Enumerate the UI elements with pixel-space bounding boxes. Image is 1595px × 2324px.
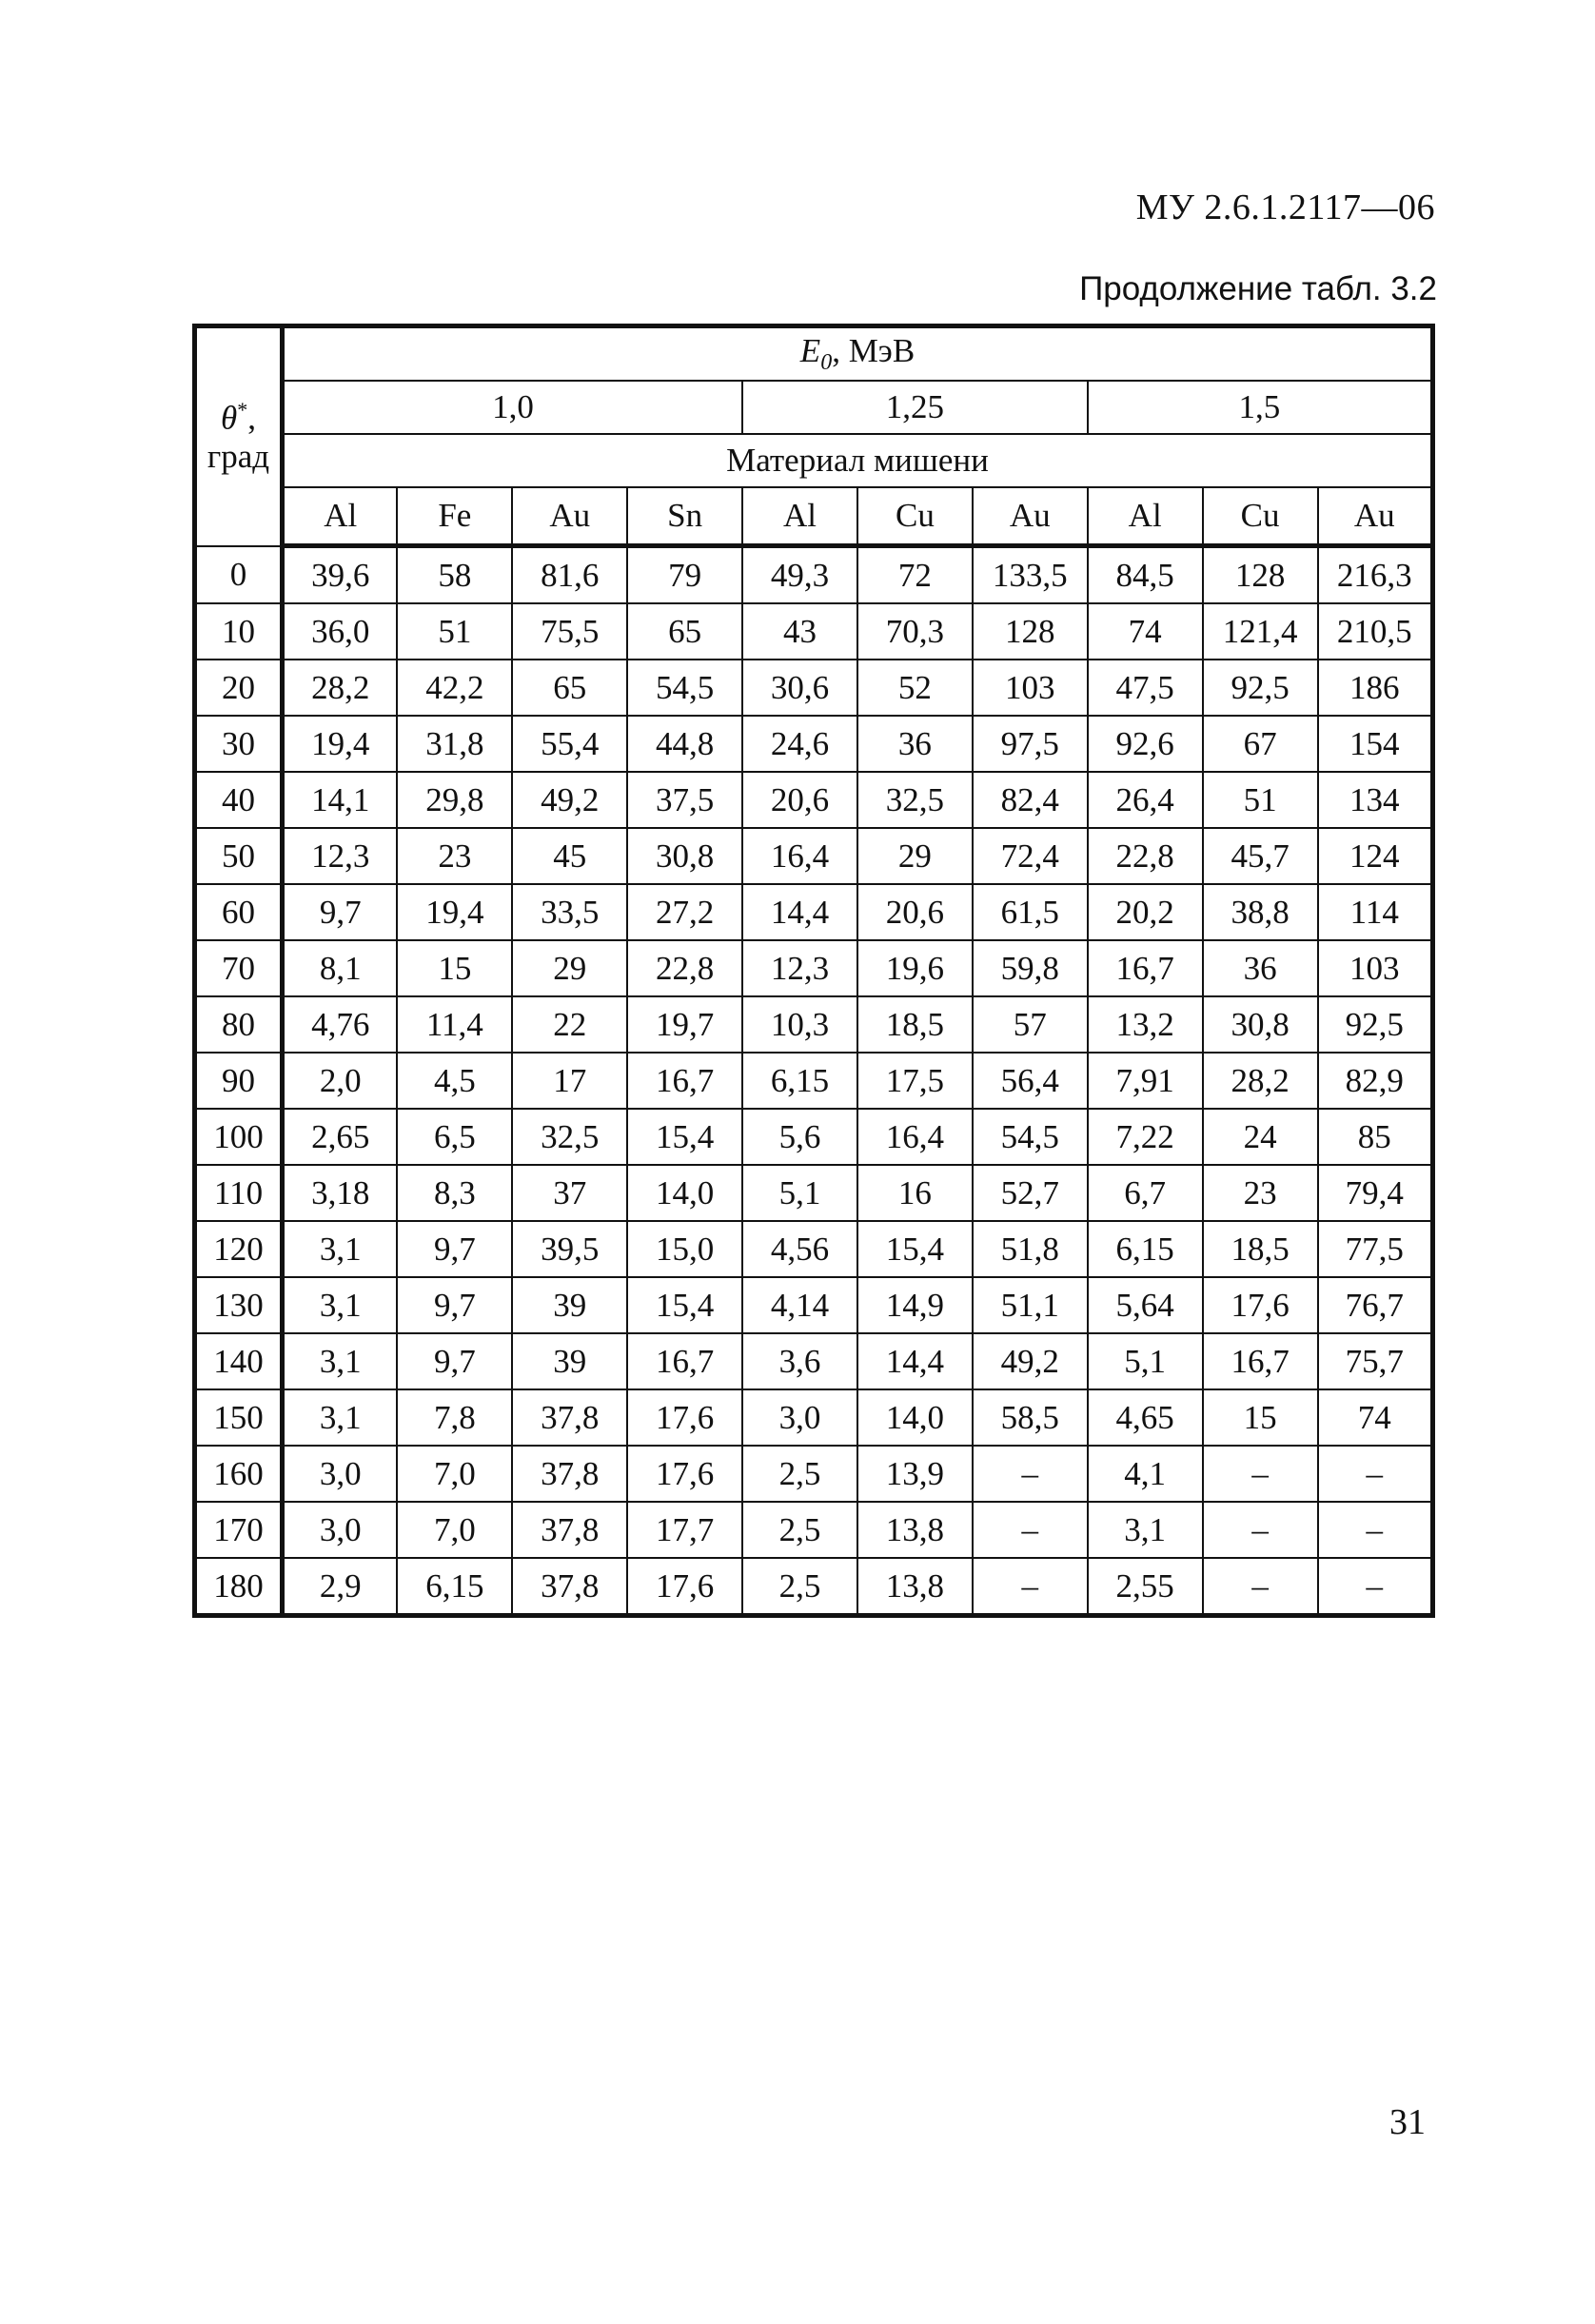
table-row — [195, 1109, 1433, 1165]
value-cell: 3,0 — [283, 1502, 398, 1558]
value-cell: 85 — [1318, 1109, 1433, 1165]
value-cell: 16 — [857, 1165, 973, 1221]
value-cell: 128 — [973, 603, 1088, 660]
value-cell: 57 — [973, 996, 1088, 1053]
value-cell: 15,0 — [627, 1221, 742, 1277]
value-cell: 15,4 — [627, 1109, 742, 1165]
value-cell: 2,5 — [742, 1558, 857, 1616]
value-cell: 17,6 — [627, 1389, 742, 1446]
value-cell: – — [1203, 1558, 1318, 1616]
page-number: 31 — [1389, 2102, 1426, 2142]
value-cell: 3,0 — [283, 1446, 398, 1502]
value-cell: 5,6 — [742, 1109, 857, 1165]
value-cell: 28,2 — [1203, 1053, 1318, 1109]
value-cell: 16,4 — [857, 1109, 973, 1165]
value-cell: 33,5 — [512, 884, 627, 940]
value-cell: 17,7 — [627, 1502, 742, 1558]
value-cell: – — [1318, 1558, 1433, 1616]
value-cell: 36 — [857, 716, 973, 772]
value-cell: 7,0 — [397, 1446, 512, 1502]
value-cell: 12,3 — [283, 828, 398, 884]
angle-cell: 120 — [195, 1221, 283, 1277]
value-cell: 2,0 — [283, 1053, 398, 1109]
value-cell: 7,91 — [1088, 1053, 1203, 1109]
value-cell: 72 — [857, 546, 973, 604]
value-cell: 18,5 — [857, 996, 973, 1053]
value-cell: 23 — [1203, 1165, 1318, 1221]
value-cell: 3,6 — [742, 1333, 857, 1389]
value-cell: 30,8 — [627, 828, 742, 884]
value-cell: 51 — [1203, 772, 1318, 828]
table-row — [195, 772, 1433, 828]
value-cell: 15,4 — [627, 1277, 742, 1333]
table-row — [195, 1165, 1433, 1221]
value-cell: 154 — [1318, 716, 1433, 772]
angle-cell: 10 — [195, 603, 283, 660]
table-row — [195, 1221, 1433, 1277]
value-cell: 49,2 — [973, 1333, 1088, 1389]
value-cell: 19,7 — [627, 996, 742, 1053]
value-cell: 43 — [742, 603, 857, 660]
table-row — [195, 1053, 1433, 1109]
theta-header — [195, 326, 283, 546]
value-cell: 42,2 — [397, 660, 512, 716]
value-cell: 45,7 — [1203, 828, 1318, 884]
value-cell: 28,2 — [283, 660, 398, 716]
material-column-header: Fe — [397, 487, 512, 546]
value-cell: 54,5 — [973, 1109, 1088, 1165]
theta-unit: град — [207, 437, 270, 475]
value-cell: 3,1 — [283, 1221, 398, 1277]
theta-symbol: θ — [221, 399, 238, 437]
angle-cell: 70 — [195, 940, 283, 996]
header-row-energy-groups — [195, 381, 1433, 434]
value-cell: 32,5 — [857, 772, 973, 828]
value-cell: 103 — [1318, 940, 1433, 996]
angle-cell: 30 — [195, 716, 283, 772]
value-cell: 2,9 — [283, 1558, 398, 1616]
energy-symbol: E — [799, 332, 821, 369]
table-row — [195, 1558, 1433, 1616]
value-cell: 37,8 — [512, 1502, 627, 1558]
energy-header — [283, 326, 1433, 382]
theta-comma: , — [247, 399, 256, 437]
value-cell: 9,7 — [397, 1221, 512, 1277]
material-column-header: Au — [512, 487, 627, 546]
angle-cell: 180 — [195, 1558, 283, 1616]
value-cell: 61,5 — [973, 884, 1088, 940]
value-cell: 32,5 — [512, 1109, 627, 1165]
value-cell: 15 — [1203, 1389, 1318, 1446]
value-cell: 76,7 — [1318, 1277, 1433, 1333]
value-cell: 36,0 — [283, 603, 398, 660]
value-cell: 37,8 — [512, 1389, 627, 1446]
value-cell: 55,4 — [512, 716, 627, 772]
value-cell: 45 — [512, 828, 627, 884]
value-cell: 17 — [512, 1053, 627, 1109]
value-cell: 30,6 — [742, 660, 857, 716]
value-cell: 3,0 — [742, 1389, 857, 1446]
value-cell: 67 — [1203, 716, 1318, 772]
value-cell: 6,15 — [1088, 1221, 1203, 1277]
value-cell: 5,1 — [1088, 1333, 1203, 1389]
value-cell: 82,9 — [1318, 1053, 1433, 1109]
value-cell: 54,5 — [627, 660, 742, 716]
table-row — [195, 603, 1433, 660]
value-cell: 5,1 — [742, 1165, 857, 1221]
value-cell: – — [973, 1558, 1088, 1616]
value-cell: 29 — [512, 940, 627, 996]
material-column-header: Sn — [627, 487, 742, 546]
value-cell: 65 — [627, 603, 742, 660]
value-cell: 23 — [397, 828, 512, 884]
value-cell: 9,7 — [397, 1277, 512, 1333]
value-cell: 124 — [1318, 828, 1433, 884]
value-cell: 18,5 — [1203, 1221, 1318, 1277]
theta-superscript: * — [237, 397, 248, 422]
value-cell: 13,2 — [1088, 996, 1203, 1053]
header-row-materials — [195, 487, 1433, 546]
material-column-header: Cu — [1203, 487, 1318, 546]
value-cell: 29 — [857, 828, 973, 884]
value-cell: 65 — [512, 660, 627, 716]
value-cell: 128 — [1203, 546, 1318, 604]
value-cell: 58,5 — [973, 1389, 1088, 1446]
value-cell: 2,5 — [742, 1446, 857, 1502]
value-cell: 6,15 — [397, 1558, 512, 1616]
value-cell: 52,7 — [973, 1165, 1088, 1221]
value-cell: 92,6 — [1088, 716, 1203, 772]
value-cell: 51,8 — [973, 1221, 1088, 1277]
value-cell: 14,9 — [857, 1277, 973, 1333]
energy-group-header: 1,25 — [742, 381, 1088, 434]
value-cell: 11,4 — [397, 996, 512, 1053]
value-cell: 92,5 — [1203, 660, 1318, 716]
table-row — [195, 884, 1433, 940]
material-column-header: Cu — [857, 487, 973, 546]
value-cell: 103 — [973, 660, 1088, 716]
value-cell: 92,5 — [1318, 996, 1433, 1053]
table-row — [195, 1446, 1433, 1502]
value-cell: 58 — [397, 546, 512, 604]
value-cell: 7,8 — [397, 1389, 512, 1446]
value-cell: 51,1 — [973, 1277, 1088, 1333]
value-cell: 75,5 — [512, 603, 627, 660]
value-cell: 20,6 — [742, 772, 857, 828]
value-cell: 79 — [627, 546, 742, 604]
value-cell: 14,0 — [857, 1389, 973, 1446]
table-row — [195, 1502, 1433, 1558]
table-row — [195, 660, 1433, 716]
value-cell: 8,1 — [283, 940, 398, 996]
value-cell: 22 — [512, 996, 627, 1053]
value-cell: 77,5 — [1318, 1221, 1433, 1277]
angle-cell: 90 — [195, 1053, 283, 1109]
table-row — [195, 1333, 1433, 1389]
value-cell: 16,7 — [1088, 940, 1203, 996]
value-cell: 7,22 — [1088, 1109, 1203, 1165]
value-cell: 37,8 — [512, 1558, 627, 1616]
document-code: МУ 2.6.1.2117—06 — [1135, 187, 1435, 227]
value-cell: 4,56 — [742, 1221, 857, 1277]
value-cell: 4,1 — [1088, 1446, 1203, 1502]
value-cell: 2,65 — [283, 1109, 398, 1165]
value-cell: – — [1203, 1502, 1318, 1558]
value-cell: 20,2 — [1088, 884, 1203, 940]
energy-group-header: 1,5 — [1088, 381, 1433, 434]
value-cell: – — [1203, 1446, 1318, 1502]
value-cell: 37 — [512, 1165, 627, 1221]
value-cell: 4,65 — [1088, 1389, 1203, 1446]
table-row — [195, 1277, 1433, 1333]
angle-cell: 140 — [195, 1333, 283, 1389]
value-cell: 70,3 — [857, 603, 973, 660]
value-cell: 6,5 — [397, 1109, 512, 1165]
value-cell: 51 — [397, 603, 512, 660]
value-cell: 14,0 — [627, 1165, 742, 1221]
angle-cell: 170 — [195, 1502, 283, 1558]
value-cell: 17,5 — [857, 1053, 973, 1109]
table-row — [195, 1389, 1433, 1446]
material-column-header: Al — [742, 487, 857, 546]
value-cell: 39,5 — [512, 1221, 627, 1277]
energy-unit: , МэВ — [832, 332, 916, 369]
value-cell: 22,8 — [1088, 828, 1203, 884]
value-cell: 16,7 — [627, 1333, 742, 1389]
value-cell: 37,8 — [512, 1446, 627, 1502]
value-cell: 5,64 — [1088, 1277, 1203, 1333]
value-cell: 10,3 — [742, 996, 857, 1053]
material-header: Материал мишени — [283, 434, 1433, 487]
value-cell: – — [1318, 1502, 1433, 1558]
value-cell: – — [1318, 1446, 1433, 1502]
value-cell: 15 — [397, 940, 512, 996]
value-cell: 29,8 — [397, 772, 512, 828]
value-cell: 38,8 — [1203, 884, 1318, 940]
table-header — [195, 326, 1433, 546]
value-cell: 26,4 — [1088, 772, 1203, 828]
value-cell: 84,5 — [1088, 546, 1203, 604]
table-row — [195, 716, 1433, 772]
value-cell: 17,6 — [627, 1446, 742, 1502]
table-row — [195, 546, 1433, 604]
value-cell: 13,9 — [857, 1446, 973, 1502]
value-cell: 121,4 — [1203, 603, 1318, 660]
value-cell: 27,2 — [627, 884, 742, 940]
value-cell: 14,1 — [283, 772, 398, 828]
value-cell: 17,6 — [1203, 1277, 1318, 1333]
value-cell: 72,4 — [973, 828, 1088, 884]
value-cell: 4,14 — [742, 1277, 857, 1333]
angle-cell: 60 — [195, 884, 283, 940]
energy-subscript: 0 — [820, 350, 833, 375]
value-cell: 12,3 — [742, 940, 857, 996]
angle-cell: 0 — [195, 546, 283, 604]
value-cell: 36 — [1203, 940, 1318, 996]
value-cell: 15,4 — [857, 1221, 973, 1277]
angle-cell: 150 — [195, 1389, 283, 1446]
value-cell: 3,1 — [283, 1389, 398, 1446]
angle-cell: 160 — [195, 1446, 283, 1502]
material-column-header: Au — [973, 487, 1088, 546]
energy-group-header: 1,0 — [283, 381, 743, 434]
value-cell: 13,8 — [857, 1502, 973, 1558]
angle-cell: 40 — [195, 772, 283, 828]
value-cell: 3,1 — [283, 1277, 398, 1333]
value-cell: 3,18 — [283, 1165, 398, 1221]
value-cell: 7,0 — [397, 1502, 512, 1558]
value-cell: 186 — [1318, 660, 1433, 716]
angle-cell: 110 — [195, 1165, 283, 1221]
value-cell: 4,5 — [397, 1053, 512, 1109]
value-cell: 22,8 — [627, 940, 742, 996]
value-cell: 3,1 — [1088, 1502, 1203, 1558]
value-cell: 2,55 — [1088, 1558, 1203, 1616]
value-cell: 8,3 — [397, 1165, 512, 1221]
value-cell: 3,1 — [283, 1333, 398, 1389]
value-cell: 59,8 — [973, 940, 1088, 996]
value-cell: 9,7 — [397, 1333, 512, 1389]
value-cell: 216,3 — [1318, 546, 1433, 604]
value-cell: 39 — [512, 1277, 627, 1333]
value-cell: 19,4 — [397, 884, 512, 940]
value-cell: 17,6 — [627, 1558, 742, 1616]
value-cell: 74 — [1318, 1389, 1433, 1446]
value-cell: 30,8 — [1203, 996, 1318, 1053]
angle-cell: 130 — [195, 1277, 283, 1333]
value-cell: 20,6 — [857, 884, 973, 940]
angle-cell: 100 — [195, 1109, 283, 1165]
value-cell: 79,4 — [1318, 1165, 1433, 1221]
table-row — [195, 828, 1433, 884]
value-cell: – — [973, 1446, 1088, 1502]
table-caption: Продолжение табл. 3.2 — [1079, 270, 1437, 307]
value-cell: 47,5 — [1088, 660, 1203, 716]
angle-cell: 80 — [195, 996, 283, 1053]
value-cell: 97,5 — [973, 716, 1088, 772]
value-cell: 134 — [1318, 772, 1433, 828]
value-cell: 210,5 — [1318, 603, 1433, 660]
value-cell: – — [973, 1502, 1088, 1558]
value-cell: 24 — [1203, 1109, 1318, 1165]
value-cell: 75,7 — [1318, 1333, 1433, 1389]
header-row-material-label — [195, 434, 1433, 487]
value-cell: 37,5 — [627, 772, 742, 828]
value-cell: 31,8 — [397, 716, 512, 772]
value-cell: 14,4 — [742, 884, 857, 940]
material-column-header: Au — [1318, 487, 1433, 546]
value-cell: 6,15 — [742, 1053, 857, 1109]
value-cell: 2,5 — [742, 1502, 857, 1558]
value-cell: 52 — [857, 660, 973, 716]
value-cell: 114 — [1318, 884, 1433, 940]
table-body — [195, 546, 1433, 1616]
angle-cell: 50 — [195, 828, 283, 884]
table-row — [195, 996, 1433, 1053]
value-cell: 39 — [512, 1333, 627, 1389]
value-cell: 81,6 — [512, 546, 627, 604]
value-cell: 39,6 — [283, 546, 398, 604]
value-cell: 4,76 — [283, 996, 398, 1053]
value-cell: 19,4 — [283, 716, 398, 772]
data-table — [192, 324, 1435, 1618]
value-cell: 74 — [1088, 603, 1203, 660]
value-cell: 16,4 — [742, 828, 857, 884]
value-cell: 82,4 — [973, 772, 1088, 828]
material-column-header: Al — [283, 487, 398, 546]
value-cell: 49,3 — [742, 546, 857, 604]
angle-cell: 20 — [195, 660, 283, 716]
value-cell: 24,6 — [742, 716, 857, 772]
value-cell: 13,8 — [857, 1558, 973, 1616]
value-cell: 16,7 — [627, 1053, 742, 1109]
value-cell: 19,6 — [857, 940, 973, 996]
value-cell: 49,2 — [512, 772, 627, 828]
table-row — [195, 940, 1433, 996]
value-cell: 56,4 — [973, 1053, 1088, 1109]
value-cell: 16,7 — [1203, 1333, 1318, 1389]
material-column-header: Al — [1088, 487, 1203, 546]
value-cell: 14,4 — [857, 1333, 973, 1389]
value-cell: 9,7 — [283, 884, 398, 940]
value-cell: 133,5 — [973, 546, 1088, 604]
header-row-energy — [195, 326, 1433, 382]
value-cell: 44,8 — [627, 716, 742, 772]
value-cell: 6,7 — [1088, 1165, 1203, 1221]
